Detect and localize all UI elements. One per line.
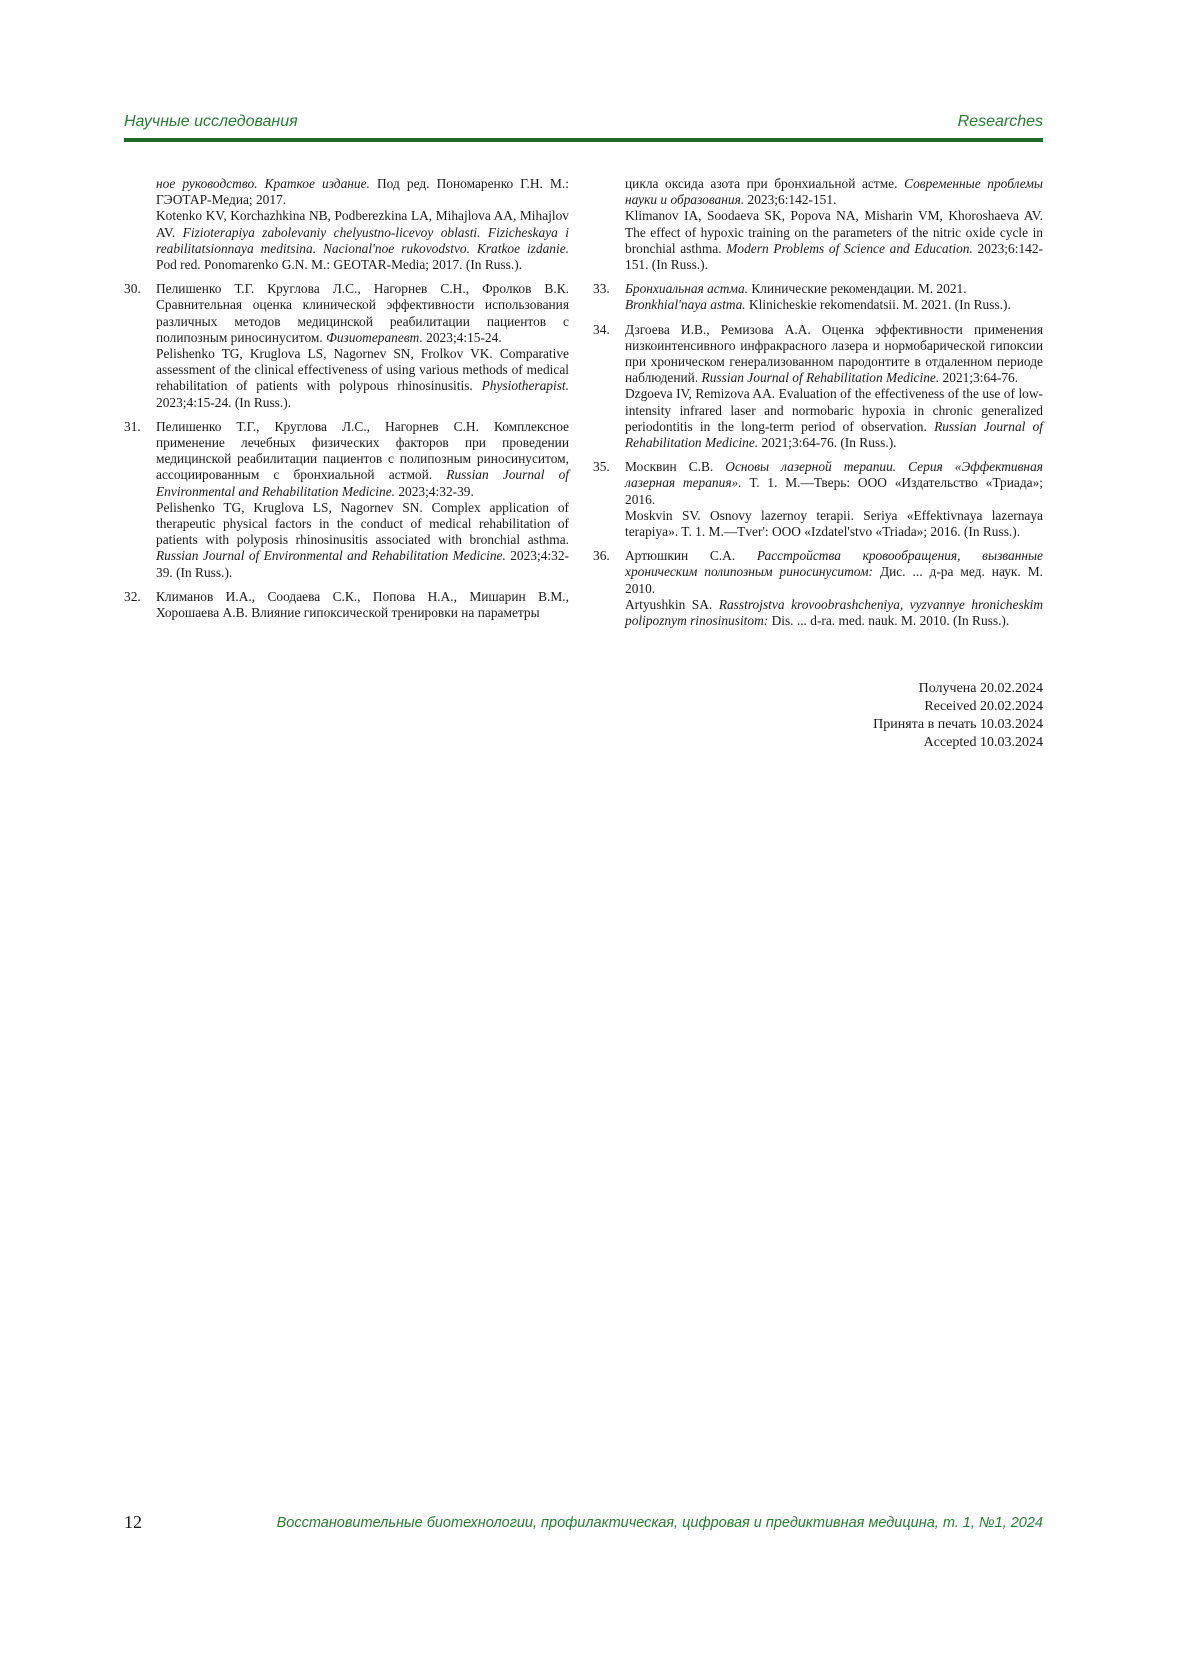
reference-ru	[625, 176, 1043, 208]
ref-italic: Russian Journal of Rehabilitation Medicine.	[701, 370, 940, 386]
ref-text: 2023;4:15-24.	[422, 329, 502, 345]
ref-italic: ное руководство. Краткое издание.	[156, 176, 370, 191]
reference-ru	[156, 176, 569, 208]
page-number: 12	[124, 1512, 142, 1532]
reference-number: 36.	[593, 548, 610, 564]
ref-text: Pod red. Ponomarenko G.N. M.: GEOTAR-Media; 2017. (In Russ.).	[156, 257, 523, 273]
ref-italic: Расстройства кровообращения, вызванные хроническим полипозным риносинуситом:	[625, 548, 1044, 580]
ref-text: Артюшкин С.А.	[625, 548, 757, 564]
reference-en	[625, 597, 1043, 629]
ref-text: 2023;6:142-151. (In Russ.).	[625, 240, 1043, 273]
ref-text: Пелишенко Т.Г., Круглова Л.С., Нагорнев С.Н. Комплексное применение лечебных физических факторов при проведении медицинской реабилитации пациентов с полипозным риносинуситом, ассоциированным с бронхиальной астмой.	[156, 418, 569, 483]
reference-ru	[156, 281, 569, 346]
ref-text: Пелишенко Т.Г. Круглова Л.С., Нагорнев С.Н., Фролков В.К. Сравнительная оценка клинической эффективности использования различных методов медицинской реабилитации пациентов с полипозным риносинуситом.	[156, 281, 569, 345]
ref-italic: Bronkhial'naya astma.	[625, 297, 746, 313]
references-left-column	[124, 176, 569, 629]
reference-number: 34.	[593, 321, 610, 337]
ref-text: Klinicheskie rekomendatsii. M. 2021. (In Russ.).	[745, 297, 1011, 313]
reference-en	[625, 386, 1043, 451]
reference-number: 33.	[593, 281, 610, 297]
ref-text: 2023;4:32-39. (In Russ.).	[156, 548, 569, 580]
ref-text: Kotenko KV, Korchazhkina NB, Podberezkina LA, Mihajlova AA, Mihajlov AV.	[156, 208, 569, 240]
ref-text: Т. 1. М.—Тверь: ООО «Издательство «Триада»; 2016.	[625, 475, 1043, 507]
reference-ru	[625, 459, 1043, 508]
ref-italic: Fizioterapiya zabolevaniy chelyustno-licevoy oblasti. Fizicheskaya i reabilitatsionnaya meditsina. Nacional'noe rukovodstvo. Kratkoe izdanie.	[156, 224, 569, 256]
ref-italic: Современные проблемы науки и образования.	[625, 176, 1043, 208]
reference-31	[124, 419, 569, 581]
ref-italic: Russian Journal of Rehabilitation Medicine.	[625, 418, 1043, 451]
reference-en	[625, 508, 1043, 540]
ref-italic: Физиотерапевт.	[326, 329, 423, 345]
ref-text: Дис. ... д-ра мед. наук. М. 2010.	[625, 564, 1043, 596]
reference-35	[593, 459, 1043, 540]
received-date-ru: Получена 20.02.2024	[918, 681, 1043, 696]
reference-ru	[156, 589, 569, 621]
reference-number: 30.	[124, 281, 141, 297]
ref-text: 2021;3:64-76. (In Russ.).	[758, 435, 897, 451]
ref-text: Под ред. Пономаренко Г.Н. М.: ГЭОТАР-Медиа; 2017.	[156, 176, 569, 208]
reference-en	[156, 208, 569, 273]
reference-29-continuation	[124, 176, 569, 273]
reference-number: 32.	[124, 588, 141, 604]
ref-text: 2023;4:15-24. (In Russ.).	[156, 394, 292, 410]
reference-number: 31.	[124, 418, 141, 434]
ref-text: Pelishenko TG, Kruglova LS, Nagornev SN. Complex application of therapeutic physical factors in the conduct of medical rehabilitation of patients with polyposis rhinosinusitis associated with bronchial asthma.	[156, 499, 569, 548]
section-title-en: Researches	[957, 113, 1043, 130]
ref-italic: Основы лазерной терапии. Серия «Эффективная лазерная терапия».	[625, 459, 1043, 491]
reference-33	[593, 281, 1043, 313]
running-header	[124, 113, 1043, 139]
ref-text: Климанов И.А., Соодаева С.К., Попова Н.А., Мишарин В.М., Хорошаева А.В. Влияние гипоксической тренировки на параметры	[156, 588, 569, 621]
accepted-date-en: Accepted 10.03.2024	[923, 735, 1043, 750]
journal-title: Восстановительные биотехнологии, профилактическая, цифровая и предиктивная медицина, т. 1, №1, 2024	[276, 1515, 1043, 1531]
ref-text: 2023;6:142-151.	[744, 192, 837, 208]
ref-text: Клинические рекомендации. М. 2021.	[748, 281, 967, 297]
ref-text: 2023;4:32-39.	[395, 483, 474, 499]
ref-text: Dzgoeva IV, Remizova AA. Evaluation of the effectiveness of the use of low-intensity infrared laser and normobaric hypoxia in chronic generalized periodontitis in the long-term period of observation.	[625, 386, 1043, 434]
ref-text: Artyushkin SA.	[625, 596, 719, 612]
ref-italic: Russian Journal of Environmental and Rehabilitation Medicine.	[156, 467, 569, 499]
ref-text: цикла оксида азота при бронхиальной астме.	[625, 176, 905, 191]
ref-text: Dis. ... d-ra. med. nauk. M. 2010. (In Russ.).	[768, 613, 1010, 629]
reference-32	[124, 589, 569, 621]
reference-en	[156, 346, 569, 411]
references-right-column	[593, 176, 1043, 637]
ref-italic: Physiotherapist.	[481, 378, 569, 394]
reference-ru	[625, 548, 1043, 597]
reference-32-continuation	[593, 176, 1043, 273]
ref-text: Klimanov IA, Soodaeva SK, Popova NA, Misharin VM, Khoroshaeva AV. The effect of hypoxic training on the parameters of the nitric oxide cycle in bronchial asthma.	[625, 208, 1043, 256]
ref-italic: Modern Problems of Science and Education.	[726, 240, 973, 256]
ref-text: Moskvin SV. Osnovy lazernoy terapii. Seriya «Effektivnaya lazernaya terapiya». T. 1. M.—Tver': OOO «Izdatel'stvo «Triada»; 2016. (In Russ.).	[625, 507, 1043, 540]
reference-en	[156, 500, 569, 581]
accepted-date-ru: Принята в печать 10.03.2024	[873, 717, 1043, 732]
reference-ru	[625, 281, 1043, 297]
reference-ru	[625, 322, 1043, 387]
reference-en	[625, 208, 1043, 273]
reference-34	[593, 322, 1043, 452]
reference-en	[625, 297, 1043, 313]
ref-text: Дзгоева И.В., Ремизова А.А. Оценка эффективности применения низкоинтенсивного инфракрасного лазера и нормобарической гипоксии при хроническом генерализованном пародонтите в отдаленном периоде наблюдений.	[625, 321, 1043, 386]
reference-ru	[156, 419, 569, 500]
ref-italic: Rasstrojstva krovoobrashcheniya, vyzvannye hronicheskim polipoznym rinosinusitom:	[625, 596, 1043, 629]
reference-36	[593, 548, 1043, 629]
header-rule	[124, 138, 1043, 142]
ref-italic: Бронхиальная астма.	[625, 281, 749, 297]
ref-text: Pelishenko TG, Kruglova LS, Nagornev SN, Frolkov VK. Comparative assessment of the clinical effectiveness of using various methods of medical rehabilitation of patients with polypous rhinosinusitis.	[156, 346, 569, 394]
ref-text: 2021;3:64-76.	[939, 370, 1019, 386]
article-dates	[873, 680, 1043, 752]
section-title-ru: Научные исследования	[124, 113, 298, 130]
reference-number: 35.	[593, 459, 610, 475]
received-date-en: Received 20.02.2024	[924, 699, 1043, 714]
reference-30	[124, 281, 569, 411]
ref-italic: Russian Journal of Environmental and Rehabilitation Medicine.	[156, 548, 506, 564]
ref-text: Москвин С.В.	[625, 459, 726, 475]
